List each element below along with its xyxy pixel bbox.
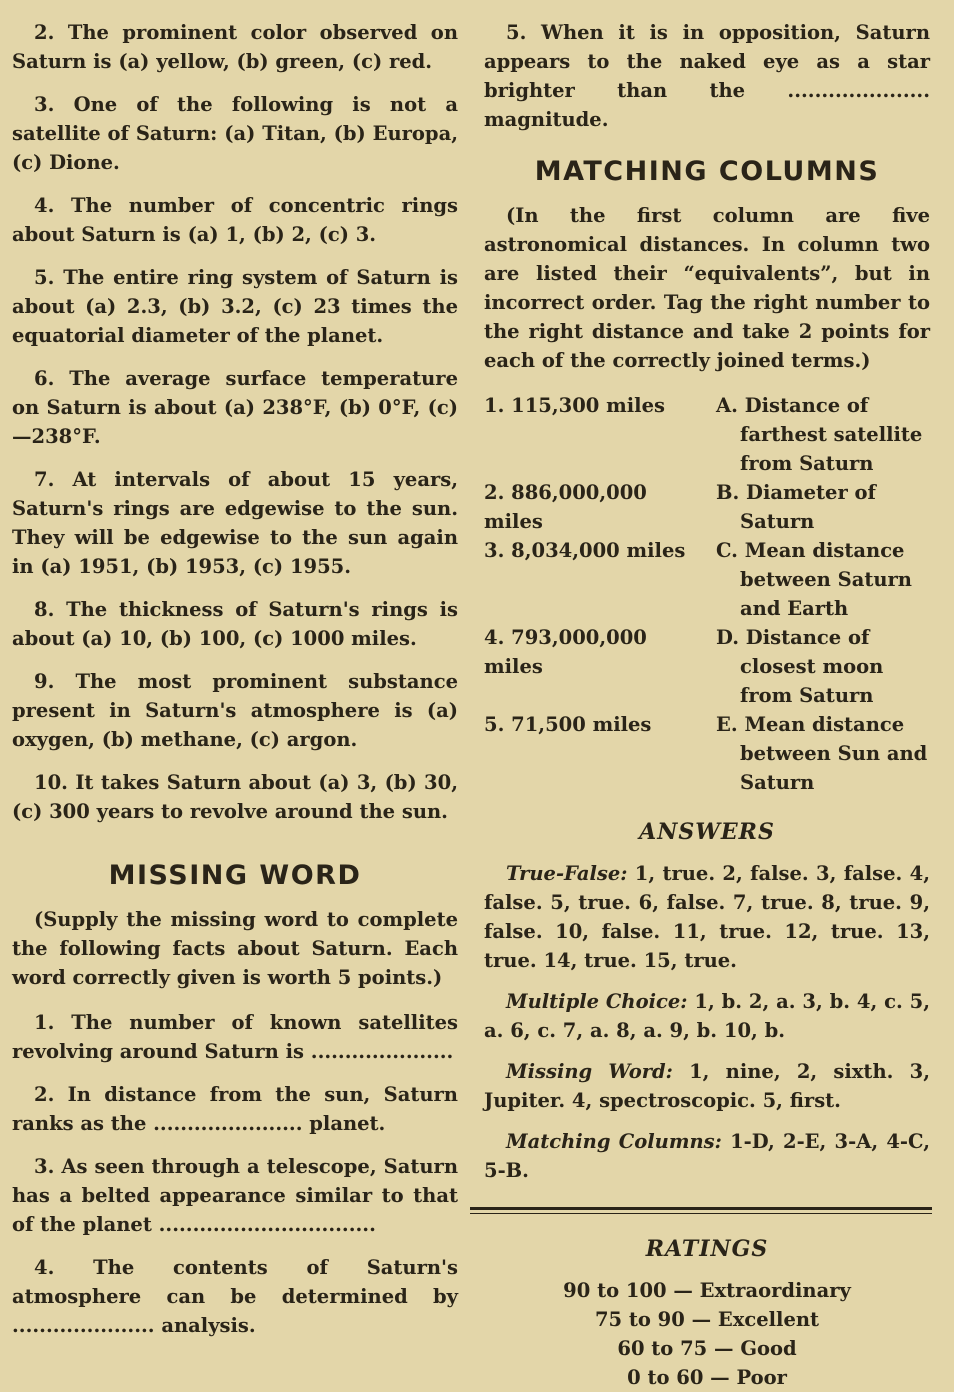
question-2: 2. The prominent color observed on Saturn is (a) yellow, (b) green, (c) red. [12, 21, 458, 73]
question-3: 3. One of the following is not a satellite of Saturn: (a) Titan, (b) Europa, (c) Dione. [12, 93, 458, 174]
answers-multiple-choice-label: Multiple Choice: [506, 990, 688, 1013]
matching-columns-heading: MATCHING COLUMNS [534, 156, 880, 187]
right-column [484, 18, 930, 1392]
equivalent-c: C. Mean distance between Saturn and Earth [716, 539, 912, 620]
answers-heading: ANSWERS [639, 819, 775, 845]
distance-1: 1. 115,300 miles [484, 394, 665, 417]
question-9: 9. The most prominent substance present in Saturn's atmosphere is (a) oxygen, (b) methane, (c) argon. [12, 670, 458, 751]
question-5: 5. The entire ring system of Saturn is about (a) 2.3, (b) 3.2, (c) 23 times the equatorial diameter of the planet. [12, 266, 458, 347]
distance-4: 4. 793,000,000 miles [484, 626, 647, 678]
missing-word-item-4: 4. The contents of Saturn's atmosphere can be determined by ..................... analysis. [12, 1256, 458, 1337]
distance-5: 5. 71,500 miles [484, 713, 652, 736]
left-column [12, 18, 458, 1354]
divider-rule [470, 1207, 932, 1210]
distance-3: 3. 8,034,000 miles [484, 539, 686, 562]
answers-true-false-label: True-False: [506, 862, 628, 885]
missing-word-item-5: 5. When it is in opposition, Saturn appears to the naked eye as a star brighter than the ..................... magnitude. [484, 21, 930, 131]
answers-missing-word-label: Missing Word: [506, 1060, 673, 1083]
answers-multiple-choice [484, 987, 930, 1045]
question-8: 8. The thickness of Saturn's rings is about (a) 10, (b) 100, (c) 1000 miles. [12, 598, 458, 650]
rating-item: 90 to 100 — Extraordinary [563, 1279, 851, 1302]
missing-word-item-2: 2. In distance from the sun, Saturn ranks as the ...................... planet. [12, 1083, 458, 1135]
question-7: 7. At intervals of about 15 years, Saturn's rings are edgewise to the sun. They will be edgewise to the sun again in (a) 1951, (b) 1953, (c) 1955. [12, 468, 458, 578]
equivalent-b: B. Diameter of Saturn [716, 481, 876, 533]
ratings-heading: RATINGS [645, 1236, 769, 1262]
answers-multiple-choice-text: 1, b. 2, a. 3, b. 4, c. 5, a. 6, c. 7, a. 8, a. 9, b. 10, b. [484, 990, 931, 1042]
matching-row [484, 623, 930, 710]
answers-missing-word [484, 1057, 930, 1115]
matching-table [484, 391, 930, 797]
equivalent-a: A. Distance of farthest satellite from Saturn [716, 394, 923, 475]
rating-item: 75 to 90 — Excellent [594, 1308, 820, 1331]
answers-true-false-text: 1, true. 2, false. 3, false. 4, false. 5, true. 6, false. 7, true. 8, true. 9, false. 10, false. 11, true. 12, true. 13, true. 14, true. 15, true. [484, 862, 930, 972]
matching-row [484, 536, 930, 623]
matching-row [484, 710, 930, 797]
equivalent-d: D. Distance of closest moon from Saturn [716, 626, 884, 707]
matching-row [484, 391, 930, 478]
question-6: 6. The average surface temperature on Saturn is about (a) 238°F, (b) 0°F, (c) —238°F. [12, 367, 458, 448]
question-4: 4. The number of concentric rings about Saturn is (a) 1, (b) 2, (c) 3. [12, 194, 458, 246]
answers-matching-label: Matching Columns: [506, 1130, 722, 1153]
equivalent-e: E. Mean distance between Sun and Saturn [716, 713, 928, 794]
missing-word-item-3: 3. As seen through a telescope, Saturn has a belted appearance similar to that of the planet ................................ [12, 1155, 458, 1236]
answers-missing-word-text: 1, nine, 2, sixth. 3, Jupiter. 4, spectroscopic. 5, first. [484, 1060, 930, 1112]
missing-word-item-1: 1. The number of known satellites revolving around Saturn is ..................... [12, 1011, 458, 1063]
rating-item: 0 to 60 — Poor [627, 1366, 787, 1389]
matching-columns-intro: (In the first column are five astronomical distances. In column two are listed their “equivalents”, but in incorrect order. Tag the right number to the right distance and take 2 points for each of the correctly joined terms.) [484, 204, 930, 372]
answers-matching-columns [484, 1127, 930, 1185]
missing-word-intro: (Supply the missing word to complete the following facts about Saturn. Each word correctly given is worth 5 points.) [12, 908, 458, 989]
question-10: 10. It takes Saturn about (a) 3, (b) 30, (c) 300 years to revolve around the sun. [12, 771, 458, 823]
divider-rule-thin [470, 1213, 932, 1214]
answers-matching-text: 1-D, 2-E, 3-A, 4-C, 5-B. [484, 1130, 930, 1182]
answers-true-false [484, 859, 930, 975]
rating-item: 60 to 75 — Good [617, 1337, 797, 1360]
distance-2: 2. 886,000,000 miles [484, 481, 647, 533]
missing-word-heading: MISSING WORD [108, 860, 362, 891]
matching-row [484, 478, 930, 536]
